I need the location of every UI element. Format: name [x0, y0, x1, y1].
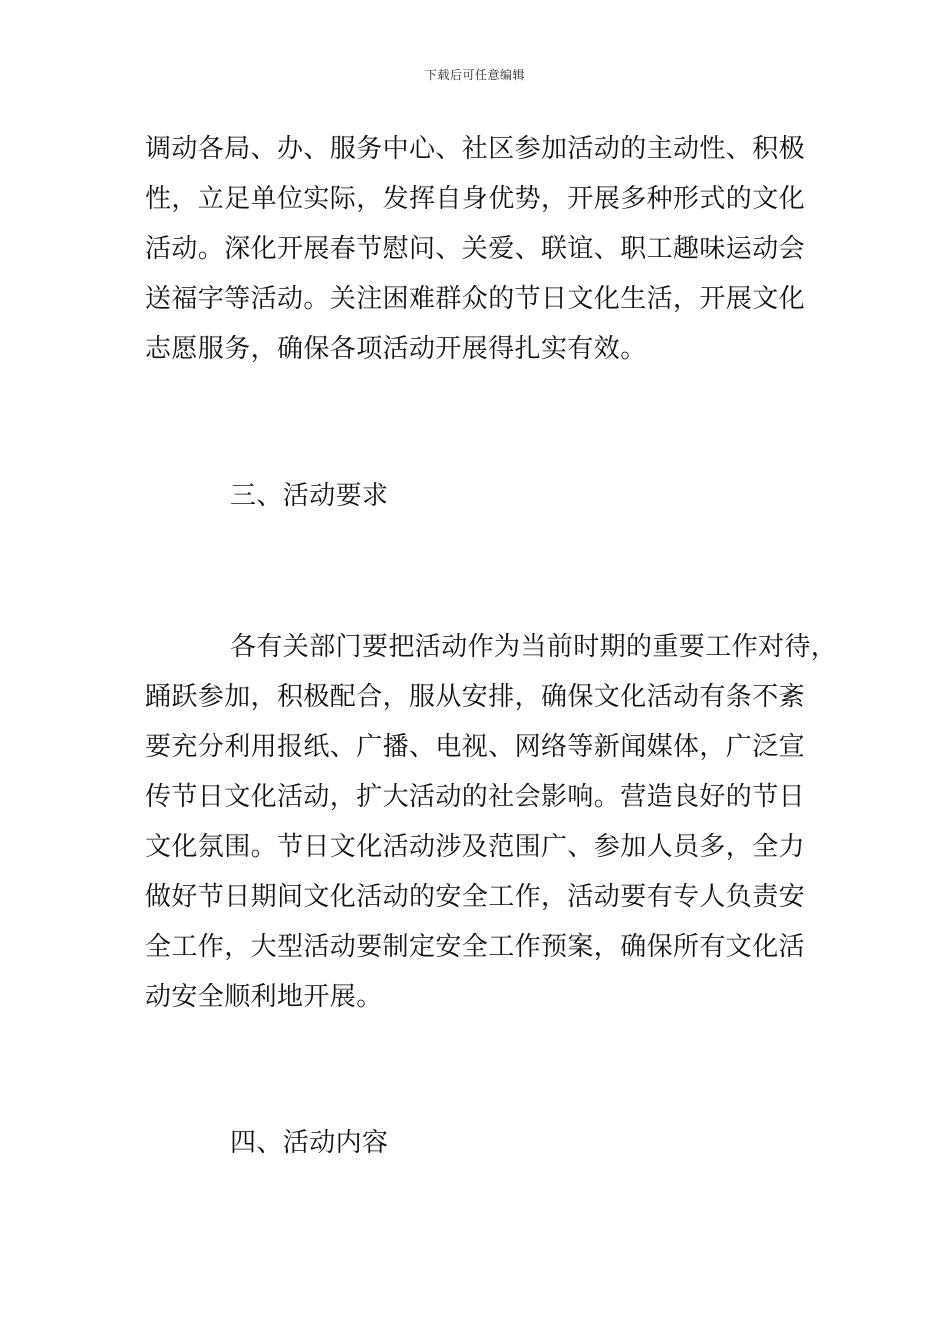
paragraph-line: 性，立足单位实际，发挥自身优势，开展多种形式的文化	[145, 184, 806, 214]
paragraph-line: 文化氛围。节日文化活动涉及范围广、参加人员多，全力	[145, 832, 806, 862]
paragraph-line: 传节日文化活动，扩大活动的社会影响。营造良好的节日	[145, 782, 806, 812]
paragraph-line: 调动各局、办、服务中心、社区参加活动的主动性、积极	[145, 134, 806, 164]
section-heading-3: 三、活动要求	[230, 481, 389, 511]
paragraph-line: 送福字等活动。关注困难群众的节日文化生活，开展文化	[145, 284, 806, 314]
paragraph-line: 活动。深化开展春节慰问、关爱、联谊、职工趣味运动会	[145, 234, 806, 264]
section-heading-4: 四、活动内容	[230, 1128, 389, 1158]
paragraph-line: 全工作，大型活动要制定安全工作预案，确保所有文化活	[145, 932, 806, 962]
paragraph-line: 踊跃参加，积极配合，服从安排，确保文化活动有条不紊	[145, 682, 806, 712]
paragraph-line: 志愿服务，确保各项活动开展得扎实有效。	[145, 334, 647, 364]
paragraph-line: 做好节日期间文化活动的安全工作，活动要有专人负责安	[145, 882, 806, 912]
paragraph-line: 动安全顺利地开展。	[145, 982, 383, 1012]
paragraph-line: 要充分利用报纸、广播、电视、网络等新闻媒体，广泛宣	[145, 732, 806, 762]
header-note: 下载后可任意编辑	[424, 68, 525, 82]
paragraph-line: 各有关部门要把活动作为当前时期的重要工作对待，	[230, 632, 838, 662]
